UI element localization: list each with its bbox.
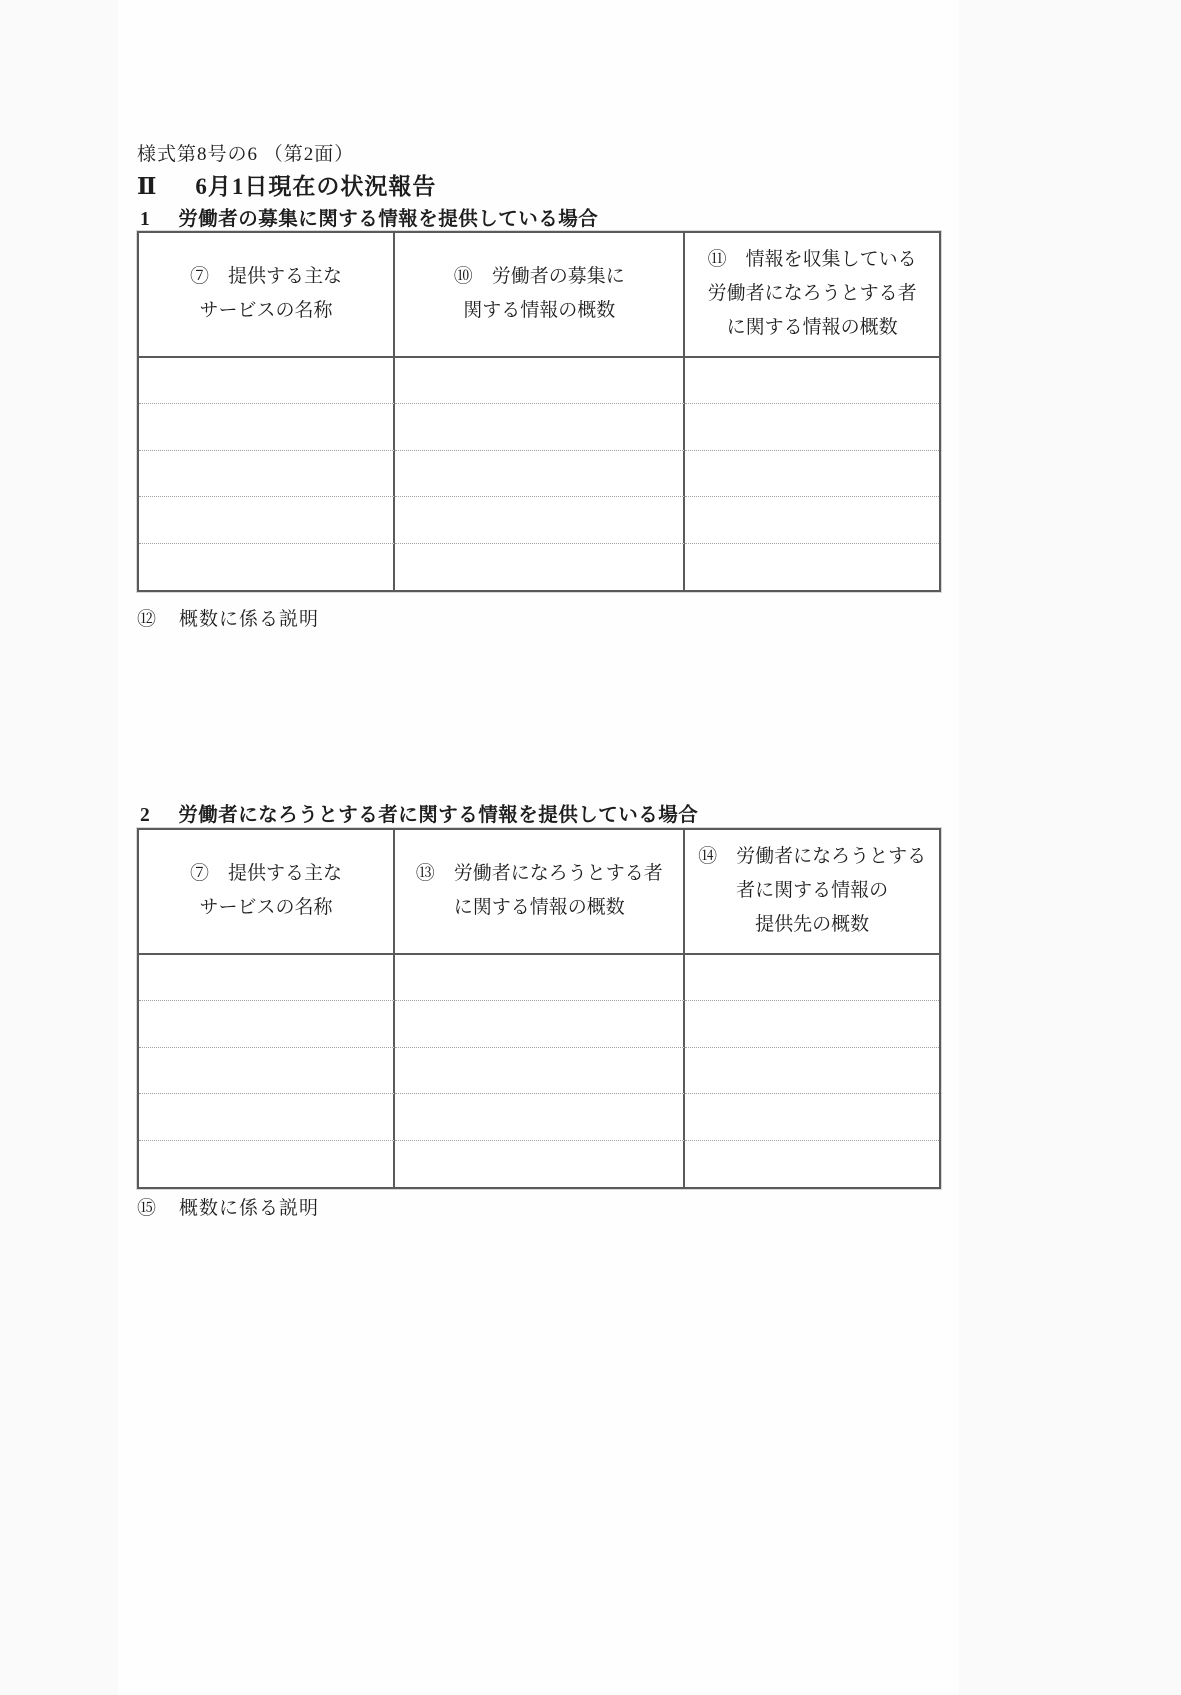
header-line: 関する情報の概数 [463, 300, 616, 322]
table-cell [685, 1094, 939, 1141]
note-15-label: 概数に係る説明 [179, 1198, 320, 1219]
table-cell [395, 1048, 685, 1095]
page-title [137, 168, 436, 201]
header-line: サービスの名称 [199, 300, 333, 322]
table-cell [139, 1001, 395, 1048]
table-2-column-header-recipient-count [685, 830, 939, 955]
header-line: ⑬ 労働者になろうとする者 [415, 863, 663, 885]
table-cell [139, 497, 395, 544]
table-cell [395, 404, 685, 451]
header-line: ⑪ 情報を収集している [707, 249, 917, 270]
table-cell [685, 1001, 939, 1048]
table-cell [139, 1141, 395, 1188]
table-cell [685, 497, 939, 544]
table-cell [395, 1141, 685, 1188]
note-15-number: ⑮ [137, 1198, 158, 1219]
table-2-column-header-jobseeker-info-count [395, 830, 685, 955]
header-line: ⑦ 提供する主な [189, 266, 342, 288]
table-1-column-header-service-name [139, 233, 395, 358]
table-cell [139, 404, 395, 451]
table-cell [139, 1094, 395, 1141]
table-cell [395, 955, 685, 1002]
table-cell [685, 451, 939, 498]
table-cell [139, 955, 395, 1002]
header-line: ⑩ 労働者の募集に [453, 266, 625, 288]
table-cell [685, 1141, 939, 1188]
note-12-number: ⑫ [137, 609, 158, 630]
table-2-column-header-service-name [139, 830, 395, 955]
table-cell [685, 404, 939, 451]
section-1-label: 労働者の募集に関する情報を提供している場合 [178, 209, 599, 230]
table-cell [395, 358, 685, 405]
header-line: 者に関する情報の [736, 880, 889, 902]
header-line: ⑭ 労働者になろうとする [698, 846, 927, 867]
table-cell [139, 358, 395, 405]
table-cell [395, 497, 685, 544]
form-number: 様式第8号の6 （第2面） [137, 144, 355, 165]
section-2-number: 2 [140, 805, 151, 826]
header-line: に関する情報の概数 [453, 897, 625, 919]
section-1-number: 1 [140, 209, 151, 230]
table-cell [395, 544, 685, 591]
header-line: サービスの名称 [199, 897, 333, 919]
note-approximate-count-1 [137, 604, 319, 631]
section-1-heading [140, 203, 598, 231]
table-cell [139, 544, 395, 591]
page-title-text: 6月1日現在の状況報告 [195, 174, 437, 199]
table-cell [139, 1048, 395, 1095]
table-1-column-header-recruitment-count [395, 233, 685, 358]
table-cell [685, 358, 939, 405]
table-1-column-header-collected-info-count [685, 233, 939, 358]
page-title-numeral: Ⅱ [137, 174, 158, 199]
table-cell [139, 451, 395, 498]
header-line: に関する情報の概数 [726, 317, 898, 339]
note-approximate-count-2 [137, 1193, 319, 1220]
table-cell [685, 955, 939, 1002]
table-recruitment-info [137, 231, 941, 592]
header-line: 労働者になろうとする者 [707, 283, 917, 305]
table-cell [395, 1001, 685, 1048]
note-12-label: 概数に係る説明 [179, 609, 320, 630]
header-line: 提供先の概数 [755, 914, 870, 936]
section-2-label: 労働者になろうとする者に関する情報を提供している場合 [178, 805, 699, 826]
table-cell [685, 1048, 939, 1095]
table-jobseeker-info [137, 828, 941, 1189]
table-cell [395, 451, 685, 498]
header-line: ⑦ 提供する主な [189, 863, 342, 885]
table-cell [685, 544, 939, 591]
section-2-heading [140, 799, 698, 827]
table-cell [395, 1094, 685, 1141]
